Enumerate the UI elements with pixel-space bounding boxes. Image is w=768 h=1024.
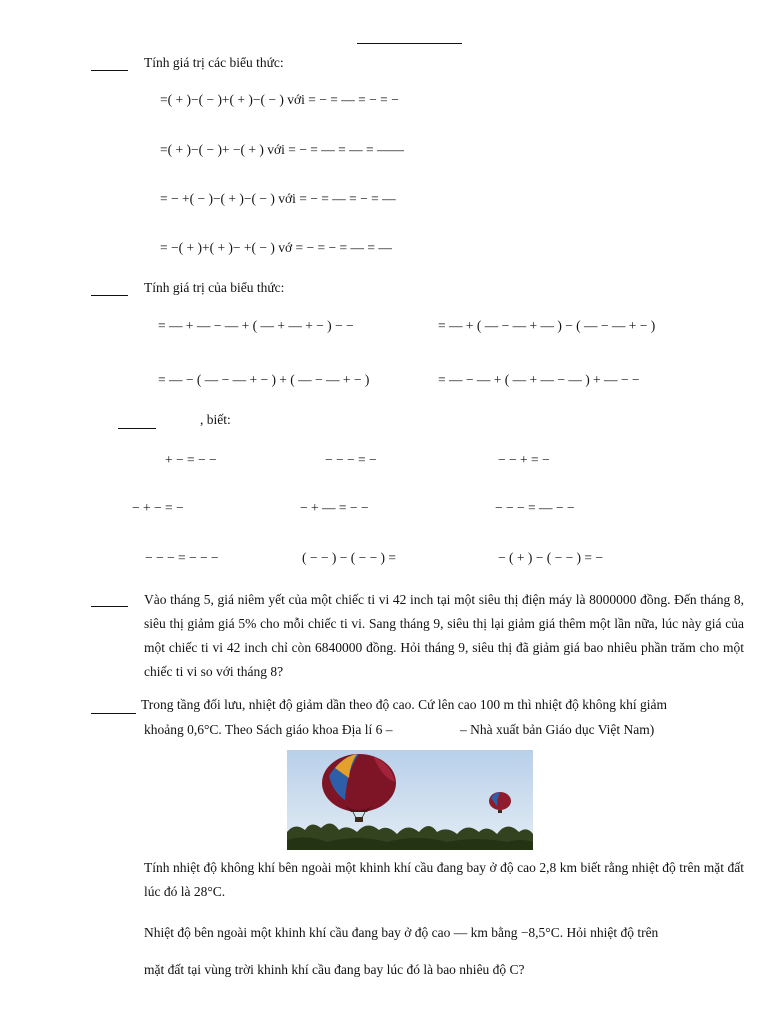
answer-blank-3: [118, 428, 156, 429]
balloon-question-b-line2: mặt đất tại vùng trời khinh khí cầu đang bay lúc đó là bao nhiêu độ C?: [144, 962, 525, 977]
temperature-intro-line2b: – Nhà xuất bản Giáo dục Việt Nam): [460, 722, 655, 737]
equation-2b: − + — = − −: [300, 500, 369, 515]
section1-instruction: Tính giá trị các biểu thức:: [144, 55, 284, 70]
answer-blank-4: [91, 606, 128, 607]
expression-2-row2-left: = — − ( — − — + − ) + ( — − — + − ): [158, 372, 370, 387]
hot-air-balloon-photo: [287, 750, 533, 850]
expression-2-row1-right: = — + ( — − — + — ) − ( — − — + − ): [438, 318, 656, 333]
section3-instruction: , biết:: [200, 412, 231, 427]
hot-air-balloon-icon: [287, 750, 533, 850]
temperature-intro-line2a: khoảng 0,6°C. Theo Sách giáo khoa Địa lí 6 –: [144, 722, 393, 737]
expression-row-1: =( + )−( − )+( + )−( − ) với = − = — = − = −: [160, 92, 399, 107]
equation-3a: − − − = − − −: [145, 550, 219, 565]
title-rule: [357, 43, 462, 44]
answer-blank-1: [91, 70, 128, 71]
equation-3c: − ( + ) − ( − − ) = −: [498, 550, 604, 565]
expression-row-2: =( + )−( − )+ −( + ) với = − = — = — = ——: [160, 142, 404, 157]
balloon-question-b-line1: Nhiệt độ bên ngoài một khinh khí cầu đang bay ở độ cao — km bằng −8,5°C. Hỏi nhiệt độ trên: [144, 925, 659, 940]
expression-row-4: = −( + )+( + )− +( − ) vớ = − = − = — = —: [160, 240, 392, 255]
answer-blank-2: [91, 295, 128, 296]
balloon-question-a: Tính nhiệt độ không khí bên ngoài một khinh khí cầu đang bay ở độ cao 2,8 km biết rằng nhiệt độ trên mặt đất lúc đó là 28°C.: [144, 860, 744, 899]
equation-1b: − − − = −: [325, 452, 377, 467]
equation-2c: − − − = — − −: [495, 500, 575, 515]
answer-blank-5: [91, 713, 136, 714]
tv-price-problem: Vào tháng 5, giá niêm yết của một chiếc ti vi 42 inch tại một siêu thị điện máy là 8000000 đồng. Đến tháng 8, siêu thị giảm giá 5% cho mỗi chiếc ti vi. Sang tháng 9, siêu thị lại giảm giá thêm một lần nữa, lúc này giá của một chiếc ti vi 42 inch chỉ còn 6840000 đồng. Hỏi tháng 9, siêu thị đã giảm giá bao nhiêu phần trăm cho một chiếc ti vi so với tháng 8?: [144, 592, 744, 679]
section2-instruction: Tính giá trị của biểu thức:: [144, 280, 285, 295]
equation-3b: ( − − ) − ( − − ) =: [302, 550, 397, 565]
expression-2-row1-left: = — + — − — + ( — + — + − ) − −: [158, 318, 354, 333]
equation-1c: − − + = −: [498, 452, 550, 467]
equation-2a: − + − = −: [132, 500, 184, 515]
expression-2-row2-right: = — − — + ( — + — − — ) + — − −: [438, 372, 640, 387]
temperature-intro-line1: Trong tầng đối lưu, nhiệt độ giảm dần theo độ cao. Cứ lên cao 100 m thì nhiệt độ không khí giảm: [141, 697, 667, 712]
expression-row-3: = − +( − )−( + )−( − ) với = − = — = − = —: [160, 191, 396, 206]
equation-1a: + − = − −: [165, 452, 217, 467]
